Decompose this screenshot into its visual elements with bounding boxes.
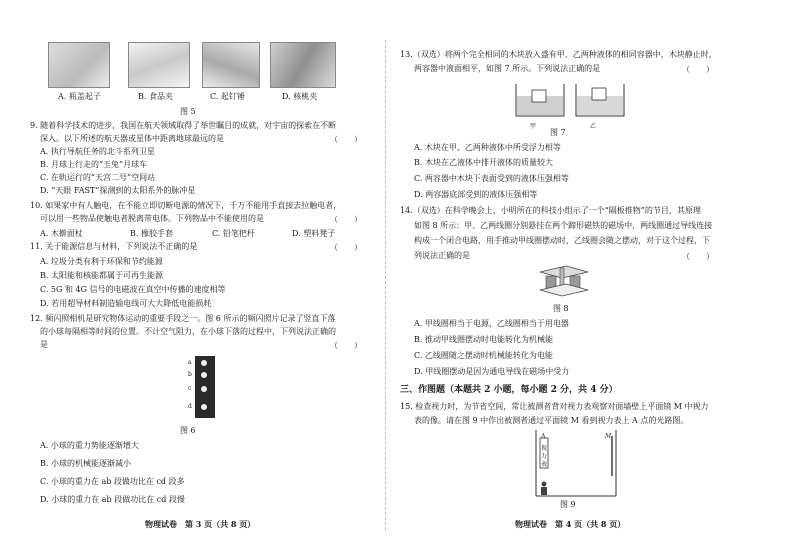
q14-option-a: A. 甲线圈相当于电源，乙线圈相当于用电器 [414,319,569,328]
fig7-containers [512,80,630,120]
q14-stem-line2: 如图 8 所示：甲、乙两线圈分别悬挂在两个蹄形磁铁的磁场中，两线圈通过导线连接 [414,221,713,230]
q10-option-d: D. 塑料凳子 [292,229,336,238]
q10-answer-paren: （ ） [330,215,362,224]
fig9-label-shi: 视 [541,445,548,452]
q10-stem-line1: 10. 如果家中有人触电，在不能立即切断电源的情况下，千万不能用手直接去拉触电者， [30,201,342,210]
fig5-option-d: D. 核桃夹 [282,92,318,101]
fig5-option-a: A. 瓶盖起子 [58,92,101,101]
q10-option-b: B. 橡胶手套 [130,229,173,238]
strobe-photo [195,356,215,418]
wooden-block-jia [532,90,546,102]
ball-c [201,386,207,392]
q9-option-c: C. 在轨运行的“天宫二号”空间站 [40,173,156,182]
q12-option-a: A. 小球的重力势能逐渐增大 [40,441,139,450]
q9-answer-paren: （ ） [330,135,362,144]
q9-option-d: D. “天眼 FAST”探测到的太阳系外的脉冲星 [40,186,196,195]
wooden-block-yi [592,88,606,100]
q12-answer-paren: （ ） [330,341,362,350]
q13-option-c: C. 两容器中木块下表面受到的液体压强相等 [414,174,569,183]
fig9-label-a: A [541,433,546,440]
fig7-caption: 图 7 [550,128,566,137]
fig9-caption: 图 9 [560,500,576,509]
q11-option-c: C. 5G 和 4G 信号的电磁波在真空中传播的速度相等 [40,285,226,294]
fig9-label-m: M [605,433,612,440]
fig9-label-biao: 表 [541,461,548,468]
q11-option-d: D. 若用超导材料制造输电线可大大降低电能损耗 [40,299,212,308]
right-page-footer: 物理试卷 第 4 页（共 8 页） [515,519,626,529]
fig8-magnet-device [536,262,592,300]
fig5-option-c: C. 起钉锤 [210,92,245,101]
q12-stem-line3: 是 [40,340,48,349]
q15-stem-line2: 表的像。请在图 9 中作出被测者通过平面镜 M 看到视力表上 A 点的光路图。 [414,416,689,425]
q12-stem-line1: 12. 频闪照相机是研究物体运动的重要手段之一。图 6 所示的频闪照片记录了竖直下落 [30,314,336,323]
q13-option-b: B. 木块在乙液体中排开液体的质量较大 [414,158,553,167]
q11-option-a: A. 垃圾分类有利于环保和节约能源 [40,257,163,266]
q15-stem-line1: 15. 检查视力时，为节省空间，常让被测者背对视力表观察对面墙壁上平面镜 M 中视力 [400,402,709,411]
q11-option-b: B. 太阳能和核能都属于可再生能源 [40,271,163,280]
container-jia [516,84,564,116]
food-tongs-photo [128,42,190,88]
q13-option-d: D. 两容器底部受到的液体压强相等 [414,190,538,199]
claw-hammer-photo [202,42,260,88]
q9-option-a: A. 执行导航任务的北斗系列卫星 [40,147,155,156]
q13-stem-line2: 两容器中液面相平，如图 7 所示。下列说法正确的是 [414,64,601,73]
q14-stem-line1: 14.（双选）在科学晚会上，小明所在的科技小组示了一个“隔板推物”的节目，其原理 [400,206,701,215]
fig5-caption: 图 5 [180,107,196,116]
q10-option-c: C. 铅笔把杆 [212,229,255,238]
q13-option-a: A. 木块在甲、乙两种液体中所受浮力相等 [414,143,561,152]
q12-option-b: B. 小球的机械能逐渐减小 [40,459,131,468]
fig7-label-yi: 乙 [590,123,597,130]
q9-stem-line2: 深入。以下所述的航天器或星体中距离地球最远的是 [40,134,224,143]
label-b: b [188,371,192,378]
q10-option-a: A. 木擀面杖 [40,229,83,238]
fig5-option-b: B. 食品夹 [138,92,173,101]
left-page-footer: 物理试卷 第 3 页（共 8 页） [145,519,256,529]
person-figure [541,482,547,496]
q12-stem-line2: 的小球每隔相等时间的位置。不计空气阻力，在小球下落的过程中，下列说法正确的 [40,327,336,336]
q9-option-b: B. 月球上行走的“玉兔”月球车 [40,160,148,169]
q14-answer-paren: （ ） [682,252,714,261]
fig9-label-li: 力 [541,453,548,460]
fig8-caption: 图 8 [553,304,569,313]
q14-stem-line3: 构成一个闭合电路，用手推动甲线圈摆动时，乙线圈会随之摆动，对于这个过程，下 [414,236,710,245]
fig7-label-jia: 甲 [530,123,537,130]
q14-option-c: C. 乙线圈随之摆动时机械能转化为电能 [414,351,553,360]
q12-option-d: D. 小球的重力在 ab 段做功比在 cd 段慢 [40,495,185,504]
q9-stem-line1: 9. 随着科学技术的进步，我国在航天领域取得了举世瞩目的成就，对宇宙的探索在不断 [30,121,337,130]
nutcracker-photo [270,42,336,88]
container-yi [576,84,624,116]
q13-stem-line1: 13.（双选）将两个完全相同的木块放入盛有甲、乙两种液体的相同容器中，木块静止时， [400,50,717,59]
ball-b [201,372,207,378]
label-d: d [188,403,192,410]
section3-title: 三、作图题（本题共 2 小题，每小题 2 分，共 4 分） [400,385,618,395]
right-page [400,0,760,560]
ball-d [201,404,207,410]
label-a: a [188,359,192,366]
column-divider [385,40,386,530]
q11-stem: 11. 关于能源信息与材料，下列说法不正确的是 [30,242,198,251]
fig6-caption: 图 6 [180,426,196,435]
q13-answer-paren: （ ） [682,65,714,74]
q11-answer-paren: （ ） [330,243,362,252]
left-page [30,0,375,560]
q14-stem-line4: 列说法正确的是 [414,251,470,260]
bottle-opener-photo [48,42,110,88]
label-c: c [188,385,192,392]
q12-option-c: C. 小球的重力在 ab 段做功比在 cd 段多 [40,477,185,486]
q14-option-d: D. 甲线圈摆动是因为通电导线在磁场中受力 [414,367,570,376]
q14-option-b: B. 推动甲线圈摆动时电能转化为机械能 [414,335,553,344]
ball-a [201,360,207,366]
q10-stem-line2: 可以用一些物品使触电者脱离带电体。下列物品中不能使用的是 [40,214,264,223]
